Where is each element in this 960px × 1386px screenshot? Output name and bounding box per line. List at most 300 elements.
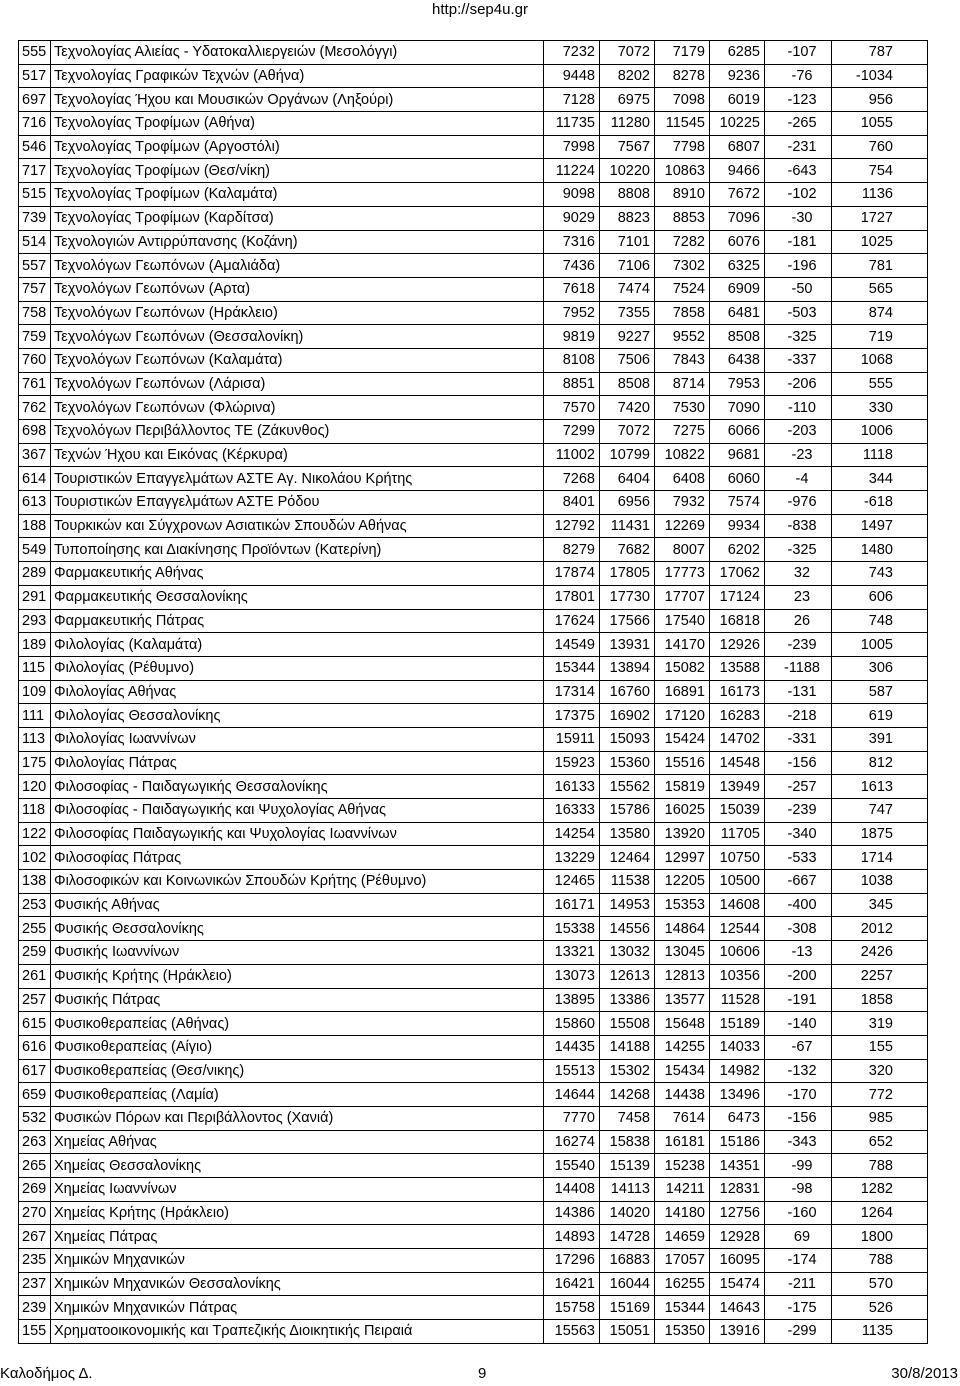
cell-value-2: 6956 [600, 491, 655, 515]
table-row [19, 680, 928, 704]
cell-value-2: 13931 [600, 633, 655, 657]
cell-value-2: 10220 [600, 159, 655, 183]
cell-department: Φιλολογίας Θεσσαλονίκης [51, 704, 544, 728]
cell-value-1: 16274 [544, 1130, 600, 1154]
cell-diff-2: 606 [832, 585, 928, 609]
cell-value-1: 17296 [544, 1249, 600, 1273]
cell-code: 263 [19, 1130, 51, 1154]
cell-code: 557 [19, 254, 51, 278]
cell-department: Χημείας Πάτρας [51, 1225, 544, 1249]
cell-diff-1: -299 [765, 1320, 832, 1344]
cell-value-3: 14255 [655, 1035, 710, 1059]
cell-diff-1: -102 [765, 183, 832, 207]
cell-diff-1: -206 [765, 372, 832, 396]
cell-diff-1: -308 [765, 917, 832, 941]
cell-value-3: 15344 [655, 1296, 710, 1320]
cell-value-1: 15338 [544, 917, 600, 941]
cell-value-4: 12756 [710, 1201, 765, 1225]
cell-value-2: 7101 [600, 230, 655, 254]
cell-value-1: 7570 [544, 396, 600, 420]
table-row [19, 112, 928, 136]
table-row [19, 41, 928, 65]
cell-value-3: 8007 [655, 538, 710, 562]
header-url: http://sep4u.gr [432, 1, 528, 18]
cell-diff-2: 652 [832, 1130, 928, 1154]
cell-diff-1: -340 [765, 822, 832, 846]
cell-value-1: 7770 [544, 1106, 600, 1130]
cell-diff-1: -50 [765, 277, 832, 301]
cell-value-2: 9227 [600, 325, 655, 349]
cell-value-3: 10863 [655, 159, 710, 183]
cell-value-4: 9934 [710, 514, 765, 538]
cell-diff-1: -503 [765, 301, 832, 325]
cell-code: 265 [19, 1154, 51, 1178]
page-footer [0, 1362, 960, 1386]
cell-diff-2: 526 [832, 1296, 928, 1320]
cell-code: 267 [19, 1225, 51, 1249]
cell-value-2: 15838 [600, 1130, 655, 1154]
cell-diff-2: 788 [832, 1249, 928, 1273]
cell-diff-2: 748 [832, 609, 928, 633]
cell-diff-2: 874 [832, 301, 928, 325]
table-row [19, 1249, 928, 1273]
cell-value-1: 16333 [544, 799, 600, 823]
cell-department: Φιλολογίας (Καλαμάτα) [51, 633, 544, 657]
cell-value-3: 14180 [655, 1201, 710, 1225]
cell-diff-2: 1135 [832, 1320, 928, 1344]
cell-department: Χημικών Μηχανικών Θεσσαλονίκης [51, 1272, 544, 1296]
cell-diff-1: 26 [765, 609, 832, 633]
cell-diff-1: -4 [765, 467, 832, 491]
cell-diff-1: -156 [765, 751, 832, 775]
cell-code: 716 [19, 112, 51, 136]
cell-code: 118 [19, 799, 51, 823]
cell-value-1: 14386 [544, 1201, 600, 1225]
cell-value-1: 7299 [544, 420, 600, 444]
cell-value-1: 17801 [544, 585, 600, 609]
cell-value-3: 8714 [655, 372, 710, 396]
cell-value-4: 9466 [710, 159, 765, 183]
cell-value-4: 7090 [710, 396, 765, 420]
table-row [19, 230, 928, 254]
cell-value-2: 7474 [600, 277, 655, 301]
cell-value-1: 7316 [544, 230, 600, 254]
table-row [19, 1083, 928, 1107]
table-row [19, 183, 928, 207]
cell-code: 515 [19, 183, 51, 207]
cell-diff-1: -211 [765, 1272, 832, 1296]
cell-value-3: 8278 [655, 64, 710, 88]
cell-value-2: 13032 [600, 941, 655, 965]
cell-value-4: 9681 [710, 443, 765, 467]
cell-value-4: 14033 [710, 1035, 765, 1059]
table-row [19, 893, 928, 917]
cell-value-1: 15860 [544, 1012, 600, 1036]
cell-value-1: 15758 [544, 1296, 600, 1320]
cell-value-3: 8853 [655, 206, 710, 230]
cell-value-3: 12205 [655, 870, 710, 894]
cell-value-2: 8508 [600, 372, 655, 396]
cell-code: 517 [19, 64, 51, 88]
cell-diff-2: 344 [832, 467, 928, 491]
cell-value-2: 15169 [600, 1296, 655, 1320]
cell-value-1: 17375 [544, 704, 600, 728]
cell-value-2: 15508 [600, 1012, 655, 1036]
cell-value-3: 15238 [655, 1154, 710, 1178]
cell-diff-1: -175 [765, 1296, 832, 1320]
cell-value-4: 17124 [710, 585, 765, 609]
cell-diff-1: -667 [765, 870, 832, 894]
table-row [19, 846, 928, 870]
cell-diff-2: -1034 [832, 64, 928, 88]
cell-code: 113 [19, 727, 51, 751]
cell-value-2: 14268 [600, 1083, 655, 1107]
cell-diff-1: -132 [765, 1059, 832, 1083]
cell-department: Φιλοσοφίας - Παιδαγωγικής και Ψυχολογίας Αθήνας [51, 799, 544, 823]
cell-diff-2: 956 [832, 88, 928, 112]
cell-department: Φυσικής Πάτρας [51, 988, 544, 1012]
table-row [19, 585, 928, 609]
cell-code: 189 [19, 633, 51, 657]
cell-value-2: 6404 [600, 467, 655, 491]
cell-value-3: 7858 [655, 301, 710, 325]
cell-value-4: 7096 [710, 206, 765, 230]
cell-code: 261 [19, 964, 51, 988]
cell-value-4: 6066 [710, 420, 765, 444]
cell-diff-1: -30 [765, 206, 832, 230]
cell-department: Χημείας Αθήνας [51, 1130, 544, 1154]
cell-diff-1: -200 [765, 964, 832, 988]
table-row [19, 1296, 928, 1320]
cell-value-1: 14549 [544, 633, 600, 657]
cell-value-4: 6325 [710, 254, 765, 278]
cell-value-3: 17120 [655, 704, 710, 728]
cell-department: Τουριστικών Επαγγελμάτων ΑΣΤΕ Ρόδου [51, 491, 544, 515]
cell-value-2: 15360 [600, 751, 655, 775]
cell-value-2: 15093 [600, 727, 655, 751]
cell-department: Φιλοσοφικών και Κοινωνικών Σπουδών Κρήτης (Ρέθυμνο) [51, 870, 544, 894]
cell-value-4: 7672 [710, 183, 765, 207]
cell-code: 188 [19, 514, 51, 538]
cell-diff-1: -174 [765, 1249, 832, 1273]
cell-value-3: 17057 [655, 1249, 710, 1273]
cell-value-3: 17773 [655, 562, 710, 586]
cell-value-4: 6019 [710, 88, 765, 112]
departments-table [18, 40, 928, 1344]
cell-value-3: 13045 [655, 941, 710, 965]
cell-value-4: 14702 [710, 727, 765, 751]
table-row [19, 88, 928, 112]
cell-diff-2: 1480 [832, 538, 928, 562]
cell-value-4: 6060 [710, 467, 765, 491]
cell-value-4: 6473 [710, 1106, 765, 1130]
cell-value-2: 13580 [600, 822, 655, 846]
table-row [19, 396, 928, 420]
cell-value-1: 7232 [544, 41, 600, 65]
cell-value-1: 8401 [544, 491, 600, 515]
cell-diff-1: -1188 [765, 656, 832, 680]
table-row [19, 491, 928, 515]
cell-code: 122 [19, 822, 51, 846]
cell-value-2: 10799 [600, 443, 655, 467]
cell-department: Τεχνολόγων Γεωπόνων (Λάρισα) [51, 372, 544, 396]
table-row [19, 159, 928, 183]
cell-value-4: 9236 [710, 64, 765, 88]
cell-value-1: 16133 [544, 775, 600, 799]
cell-value-1: 9098 [544, 183, 600, 207]
cell-value-4: 12926 [710, 633, 765, 657]
cell-diff-1: -257 [765, 775, 832, 799]
cell-value-2: 15302 [600, 1059, 655, 1083]
table-row [19, 656, 928, 680]
cell-department: Φιλολογίας (Ρέθυμνο) [51, 656, 544, 680]
table-row [19, 727, 928, 751]
cell-value-1: 13073 [544, 964, 600, 988]
cell-value-1: 13895 [544, 988, 600, 1012]
cell-department: Φυσικής Αθήνας [51, 893, 544, 917]
cell-code: 270 [19, 1201, 51, 1225]
cell-value-4: 16818 [710, 609, 765, 633]
cell-value-1: 13229 [544, 846, 600, 870]
cell-value-1: 15513 [544, 1059, 600, 1083]
cell-code: 237 [19, 1272, 51, 1296]
table-row [19, 1130, 928, 1154]
cell-value-1: 7436 [544, 254, 600, 278]
cell-value-4: 14548 [710, 751, 765, 775]
cell-diff-1: -325 [765, 538, 832, 562]
table-row [19, 562, 928, 586]
cell-value-2: 14953 [600, 893, 655, 917]
cell-value-1: 16421 [544, 1272, 600, 1296]
cell-diff-2: 787 [832, 41, 928, 65]
cell-code: 175 [19, 751, 51, 775]
table-row [19, 775, 928, 799]
cell-value-2: 17730 [600, 585, 655, 609]
cell-value-2: 15139 [600, 1154, 655, 1178]
cell-value-2: 13386 [600, 988, 655, 1012]
cell-value-3: 7275 [655, 420, 710, 444]
cell-diff-2: 1136 [832, 183, 928, 207]
cell-value-2: 12613 [600, 964, 655, 988]
cell-value-4: 12544 [710, 917, 765, 941]
cell-value-4: 16173 [710, 680, 765, 704]
cell-department: Τεχνολογίας Αλιείας - Υδατοκαλλιεργειών (Μεσολόγγι) [51, 41, 544, 65]
cell-value-1: 11735 [544, 112, 600, 136]
cell-value-2: 7682 [600, 538, 655, 562]
cell-value-3: 14659 [655, 1225, 710, 1249]
cell-value-3: 6408 [655, 467, 710, 491]
cell-value-3: 15819 [655, 775, 710, 799]
cell-department: Φυσικής Ιωαννίνων [51, 941, 544, 965]
cell-value-4: 11705 [710, 822, 765, 846]
cell-code: 617 [19, 1059, 51, 1083]
cell-department: Τεχνολόγων Γεωπόνων (Καλαμάτα) [51, 348, 544, 372]
table-row [19, 1059, 928, 1083]
cell-value-2: 15051 [600, 1320, 655, 1344]
table-row [19, 514, 928, 538]
cell-diff-1: -140 [765, 1012, 832, 1036]
cell-code: 367 [19, 443, 51, 467]
cell-code: 739 [19, 206, 51, 230]
cell-value-3: 17540 [655, 609, 710, 633]
cell-value-1: 9029 [544, 206, 600, 230]
cell-code: 109 [19, 680, 51, 704]
cell-value-2: 7420 [600, 396, 655, 420]
cell-department: Φυσικών Πόρων και Περιβάλλοντος (Χανιά) [51, 1106, 544, 1130]
cell-diff-1: -239 [765, 633, 832, 657]
table-row [19, 751, 928, 775]
table-row [19, 420, 928, 444]
cell-value-2: 8808 [600, 183, 655, 207]
cell-value-1: 14254 [544, 822, 600, 846]
table-row [19, 964, 928, 988]
cell-value-4: 15039 [710, 799, 765, 823]
cell-diff-2: 1006 [832, 420, 928, 444]
cell-code: 549 [19, 538, 51, 562]
cell-code: 235 [19, 1249, 51, 1273]
table-row [19, 325, 928, 349]
cell-value-2: 12464 [600, 846, 655, 870]
cell-code: 758 [19, 301, 51, 325]
cell-value-2: 17566 [600, 609, 655, 633]
cell-diff-2: 345 [832, 893, 928, 917]
cell-diff-1: 23 [765, 585, 832, 609]
cell-department: Φαρμακευτικής Αθήνας [51, 562, 544, 586]
cell-value-1: 16171 [544, 893, 600, 917]
cell-diff-1: -76 [765, 64, 832, 88]
table-row [19, 704, 928, 728]
cell-value-3: 16891 [655, 680, 710, 704]
cell-diff-1: -196 [765, 254, 832, 278]
cell-value-3: 12997 [655, 846, 710, 870]
cell-value-4: 15189 [710, 1012, 765, 1036]
cell-value-1: 7952 [544, 301, 600, 325]
cell-department: Τεχνολογίας Τροφίμων (Καλαμάτα) [51, 183, 544, 207]
cell-diff-2: 1068 [832, 348, 928, 372]
cell-value-4: 12831 [710, 1178, 765, 1202]
cell-value-1: 11224 [544, 159, 600, 183]
cell-value-1: 9819 [544, 325, 600, 349]
cell-diff-1: -643 [765, 159, 832, 183]
cell-diff-2: 391 [832, 727, 928, 751]
cell-code: 659 [19, 1083, 51, 1107]
cell-value-4: 14982 [710, 1059, 765, 1083]
cell-diff-2: 619 [832, 704, 928, 728]
cell-value-3: 10822 [655, 443, 710, 467]
cell-diff-2: 985 [832, 1106, 928, 1130]
cell-code: 532 [19, 1106, 51, 1130]
cell-department: Χημείας Κρήτης (Ηράκλειο) [51, 1201, 544, 1225]
table-row [19, 1201, 928, 1225]
cell-code: 120 [19, 775, 51, 799]
table-row [19, 1178, 928, 1202]
cell-code: 615 [19, 1012, 51, 1036]
cell-value-2: 16760 [600, 680, 655, 704]
cell-value-2: 14556 [600, 917, 655, 941]
table-row [19, 1106, 928, 1130]
cell-value-2: 13894 [600, 656, 655, 680]
cell-code: 239 [19, 1296, 51, 1320]
cell-value-4: 14608 [710, 893, 765, 917]
cell-department: Χρηματοοικονομικής και Τραπεζικής Διοικητικής Πειραιά [51, 1320, 544, 1344]
table-row [19, 1225, 928, 1249]
cell-department: Χημικών Μηχανικών [51, 1249, 544, 1273]
cell-value-3: 15648 [655, 1012, 710, 1036]
table-row [19, 1320, 928, 1344]
cell-value-1: 15911 [544, 727, 600, 751]
cell-code: 291 [19, 585, 51, 609]
cell-value-2: 14020 [600, 1201, 655, 1225]
cell-diff-1: -110 [765, 396, 832, 420]
cell-diff-1: -13 [765, 941, 832, 965]
cell-department: Φυσικής Κρήτης (Ηράκλειο) [51, 964, 544, 988]
table-row [19, 1035, 928, 1059]
cell-diff-2: 1714 [832, 846, 928, 870]
cell-value-3: 16025 [655, 799, 710, 823]
cell-department: Χημείας Ιωαννίνων [51, 1178, 544, 1202]
cell-code: 697 [19, 88, 51, 112]
cell-value-3: 16181 [655, 1130, 710, 1154]
cell-diff-1: -23 [765, 443, 832, 467]
cell-value-4: 17062 [710, 562, 765, 586]
cell-value-1: 17314 [544, 680, 600, 704]
cell-diff-2: 781 [832, 254, 928, 278]
cell-department: Χημικών Μηχανικών Πάτρας [51, 1296, 544, 1320]
cell-value-3: 14864 [655, 917, 710, 941]
table-row [19, 1012, 928, 1036]
cell-department: Φυσικοθεραπείας (Θεσ/νικης) [51, 1059, 544, 1083]
cell-diff-2: 306 [832, 656, 928, 680]
table-row [19, 301, 928, 325]
cell-diff-1: -99 [765, 1154, 832, 1178]
cell-value-1: 15563 [544, 1320, 600, 1344]
cell-value-3: 14438 [655, 1083, 710, 1107]
cell-value-4: 13496 [710, 1083, 765, 1107]
cell-diff-1: -181 [765, 230, 832, 254]
table-row [19, 372, 928, 396]
cell-value-3: 7843 [655, 348, 710, 372]
cell-value-4: 8508 [710, 325, 765, 349]
cell-value-1: 8279 [544, 538, 600, 562]
table-row [19, 988, 928, 1012]
cell-diff-1: -98 [765, 1178, 832, 1202]
cell-department: Τεχνολογίας Ήχου και Μουσικών Οργάνων (Ληξούρι) [51, 88, 544, 112]
cell-code: 115 [19, 656, 51, 680]
cell-value-1: 12465 [544, 870, 600, 894]
cell-diff-2: 772 [832, 1083, 928, 1107]
cell-value-1: 14408 [544, 1178, 600, 1202]
cell-code: 761 [19, 372, 51, 396]
cell-code: 555 [19, 41, 51, 65]
cell-diff-1: -156 [765, 1106, 832, 1130]
cell-value-2: 11431 [600, 514, 655, 538]
table-row [19, 277, 928, 301]
cell-diff-1: -400 [765, 893, 832, 917]
cell-value-1: 9448 [544, 64, 600, 88]
cell-value-1: 14893 [544, 1225, 600, 1249]
cell-value-2: 8202 [600, 64, 655, 88]
cell-department: Φαρμακευτικής Θεσσαλονίκης [51, 585, 544, 609]
cell-code: 293 [19, 609, 51, 633]
cell-department: Τεχνολογίας Τροφίμων (Θεσ/νίκη) [51, 159, 544, 183]
cell-value-2: 11280 [600, 112, 655, 136]
cell-diff-1: -331 [765, 727, 832, 751]
cell-value-2: 15562 [600, 775, 655, 799]
cell-department: Τεχνολογίας Τροφίμων (Αθήνα) [51, 112, 544, 136]
cell-value-2: 7072 [600, 41, 655, 65]
cell-value-1: 15540 [544, 1154, 600, 1178]
cell-department: Τουριστικών Επαγγελμάτων ΑΣΤΕ Αγ. Νικολάου Κρήτης [51, 467, 544, 491]
